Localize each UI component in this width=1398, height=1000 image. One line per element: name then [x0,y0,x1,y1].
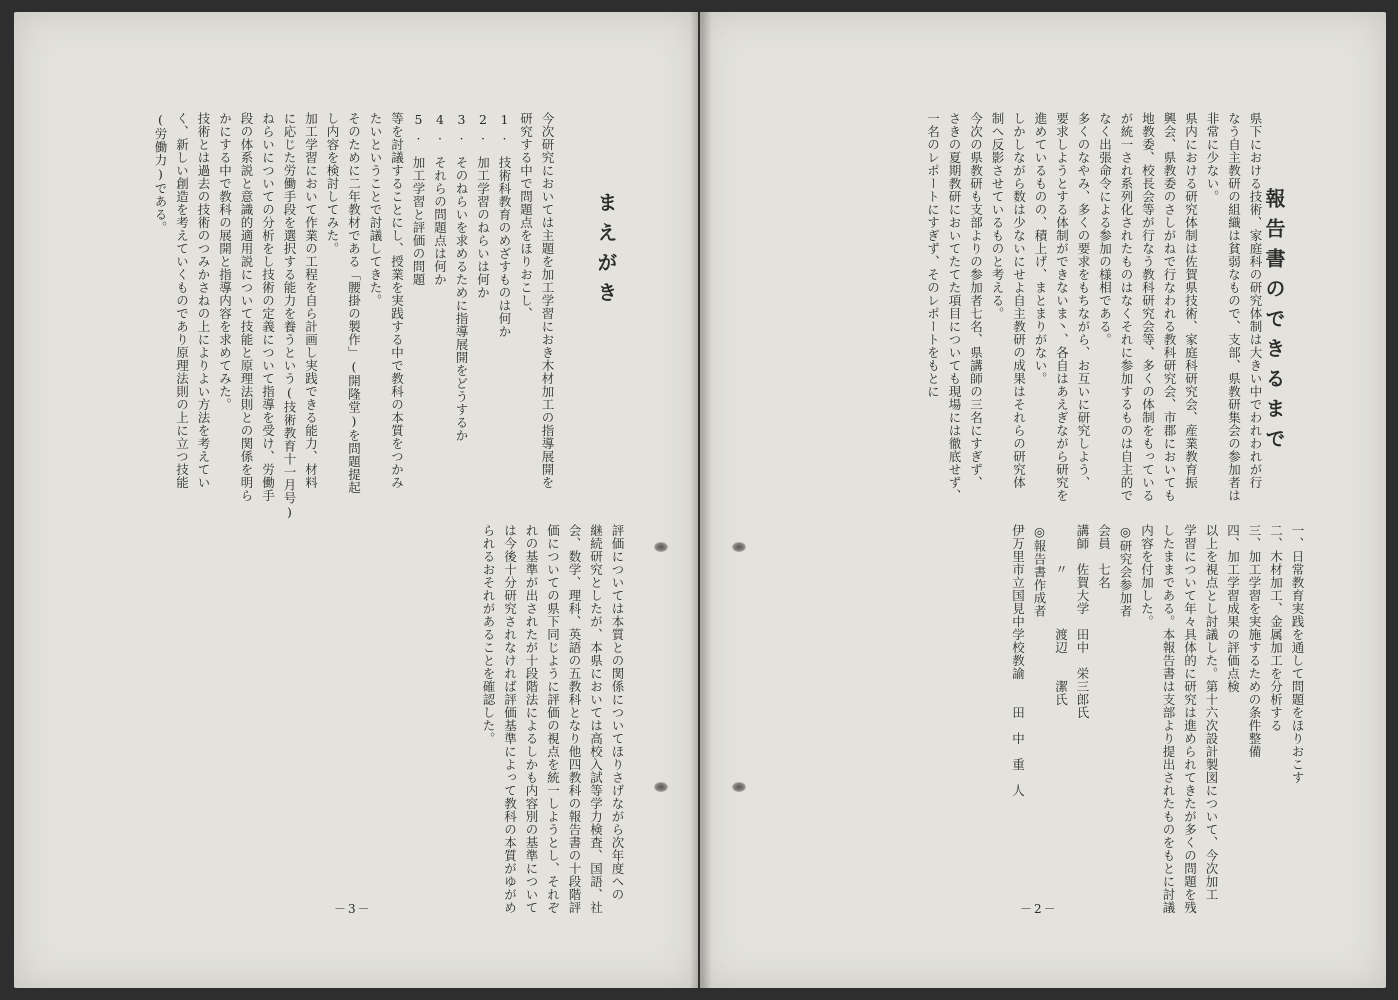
text-line: 非常に少ない。 [1205,112,1220,203]
page-title-report: 報告書のできるまで [1262,188,1286,458]
binding-hole [732,542,746,552]
binding-gutter [690,12,712,988]
text-line: 内容を付加した。 [1139,524,1155,628]
text-line: 加工学習において作業の工程を自ら計画し実践できる能力、材料 [303,112,319,489]
text-line: 以上を視点とし討議した。第十六次設計製図について、今次加工 [1204,524,1219,901]
text-line: 伊万里市立国見中学校教諭 田 中 重 人 [1010,524,1026,797]
text-line: (労働力)である。 [153,112,168,234]
text-line: 一名のレポートにすぎず、そのレポートをもとに [925,112,941,398]
text-line: 一、日常教育実践を通して問題をほりおこす [1290,524,1305,784]
text-line: ◎研究会参加者 [1118,524,1133,618]
text-line: 県内における研究体制は佐賀県技術、家庭科研究会、産業教育振 [1183,112,1199,489]
text-line: 興会、県教委のさしがねで行なわれる教科研究会、市郡においても [1162,112,1177,502]
maegaki-upper-column [150,112,559,520]
text-line: 等を討議することにし、授業を実践する中で教科の本質をつかみ [389,112,405,489]
maegaki-lower-column [478,524,629,924]
text-line: なく出張命令による参加の様相である。 [1097,112,1113,346]
text-line: さきの夏期教研においてたてた項目についても現場には徹底せず、 [947,112,962,502]
text-line: 3. そのねらいを求めるために指導展開をどうするか [454,112,469,442]
book-spread [14,12,1386,988]
text-line: ◎報告書作成者 [1032,524,1047,618]
text-line: 会員 七名 [1096,524,1112,589]
text-line: ねらいについての分析をし技術の定義について指導を受け、労働手 [260,112,276,502]
text-line: 評価については本質との関係についてほりさげながら次年度への [610,524,625,901]
text-line: られるおそれがあることを確認した。 [481,524,496,745]
text-line: 要求しようとする体制ができないま丶、各自はあえぎながら研究を [1054,112,1070,502]
page-number-3: －3－ [334,902,372,916]
text-line: が統一され系列化されたものはなくそれに参加するものは自主的で [1119,112,1134,502]
text-line: 今次の県教研も支部よりの参加者七名、県講師の三名にすぎず、 [968,112,984,489]
text-line: 地教委、校長会等が行なう教科研究会等、多くの体制をもっている [1140,112,1156,502]
page-2 [700,12,1386,988]
text-line: 2. 加工学習のねらいは何か [475,112,491,299]
text-line: 多くのなやみ、多くの要求をもちながら、お互いに研究しよう、 [1076,112,1091,489]
page-number-2: －2－ [1020,902,1058,916]
text-line: 4. それらの問題点は何か [432,112,448,286]
text-line: し内容を検討してみた。 [325,112,340,255]
text-line: しかしながら数は少ないにせよ自主教研の成果はそれらの研究体 [1011,112,1027,489]
text-line: 〃 渡辺 潔氏 [1053,524,1069,706]
text-line: たいということで討議してきた。 [368,112,383,307]
binding-hole [654,782,668,792]
text-line: 講師 佐賀大学 田中 栄三郎氏 [1075,524,1090,719]
text-line: く、新しい創造を考えていくものであり原理法則の上に立つ技能 [174,112,190,489]
text-line: 県下における技術、家庭科の研究体制は大きい中でわれわれが行 [1248,112,1263,489]
text-line: 技術とは過去の技術のつみかさねの上によりよい方法を考えてい [196,112,211,489]
text-line: に応じた労働手段を選択する能力を養うという(技術教育十一月号) [282,112,297,520]
text-line: なう自主教研の組織は貧弱なもので、支部、県教研集会の参加者は [1226,112,1242,502]
text-line: 段の体系説と意識的適用説について技能と原理法則との関係を明ら [239,112,254,502]
text-line: れの基準が出されたが十段階法によるしかも内容別の基準について [524,524,539,914]
text-line: 5. 加工学習と評価の問題 [411,112,426,286]
text-line: 価についての県下同じように評価の視点を統一しようとし、それぞ [545,524,561,914]
text-line: 学習について年々具体的に研究は進められてきたが多くの問題を残 [1182,524,1198,914]
text-line: かにする中で教科の展開と指導内容を求めてみた。 [217,112,233,411]
text-line: 三、加工学習を実施するための条件整備 [1247,524,1262,758]
text-line: 進めているものの、積上げ、まとまりがない。 [1033,112,1048,385]
text-line: 制へ反影させているものと考える。 [990,112,1005,320]
binding-hole [654,542,668,552]
text-line: したままである。本報告書は支部より提出されたものをもとに討議 [1161,524,1176,914]
text-line: 四、加工学習成果の評価点検 [1225,524,1241,693]
text-line: そのために二年教材である「腰掛の製作」(開隆堂)を問題提起 [346,112,362,494]
report-upper-column [922,112,1266,512]
text-line: 1. 技術科教育のめざすものは何か [497,112,512,338]
report-lower-column [1007,524,1308,924]
binding-hole [732,782,746,792]
page-title-maegaki: まえがき [594,192,618,312]
page-3 [14,12,698,988]
text-line: は今後十分研究されなければ評価基準によって教科の本質がゆがめ [502,524,518,914]
text-line: 二、木材加工、金属加工を分析する [1268,524,1284,732]
text-line: 会、数学、理科、英語の五教科となり他四教科の報告書の十段階評 [567,524,582,914]
text-line: 研究する中で問題点をほりおこし、 [518,112,534,320]
text-line: 継続研究としたが、本県においては高校入試等学力検査、国語、社 [588,524,604,914]
text-line: 今次研究においては主題を加工学習におき木材加工の指導展開を [540,112,555,489]
